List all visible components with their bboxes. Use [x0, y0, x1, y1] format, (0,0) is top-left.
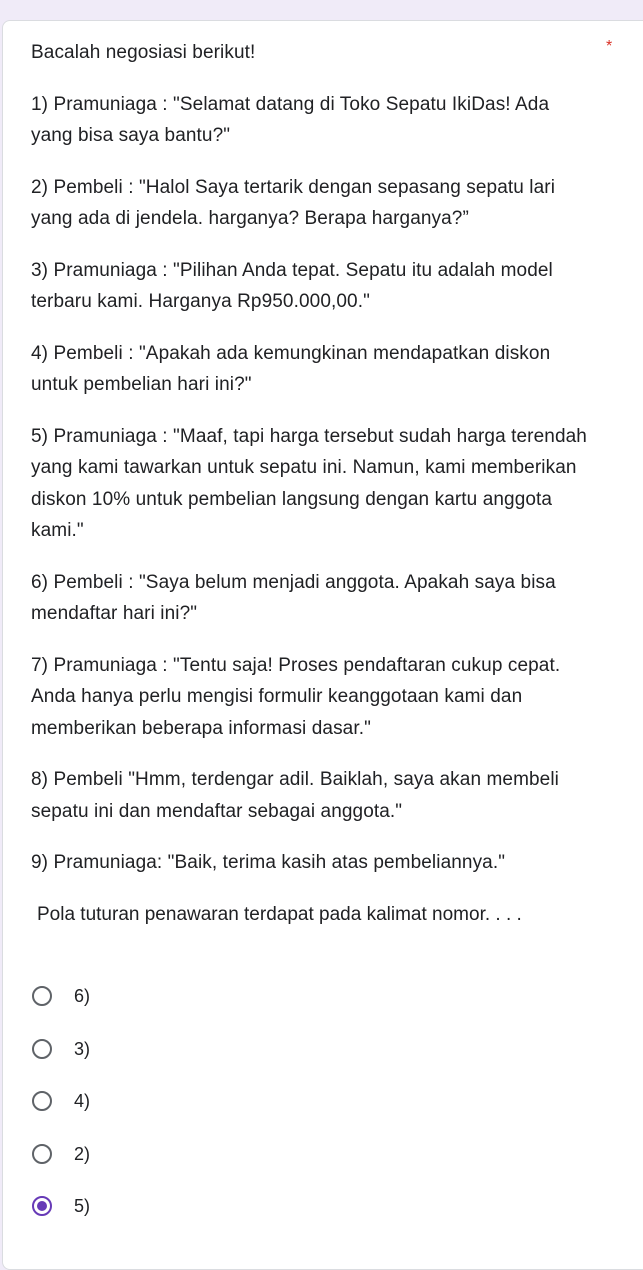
radio-unchecked-icon[interactable]: [32, 1039, 52, 1059]
dialog-line-2: 2) Pembeli : "Halol Saya tertarik dengan sepasang sepatu lari yang ada di jendela. harganya? Berapa harganya?”: [31, 176, 556, 229]
dialog-line-7: 7) Pramuniaga : "Tentu saja! Proses pendaftaran cukup cepat. Anda hanya perlu mengisi formulir keanggotaan kami dan memberikan beberapa informasi dasar.": [31, 654, 561, 739]
dialog-line-1: 1) Pramuniaga : "Selamat datang di Toko Sepatu IkiDas! Ada yang bisa saya bantu?": [31, 93, 550, 146]
page-top-strip: [0, 0, 643, 6]
option-label: 3): [74, 1038, 91, 1059]
dialog-line-4: 4) Pembeli : "Apakah ada kemungkinan mendapatkan diskon untuk pembelian hari ini?": [31, 342, 551, 395]
dialog-line-9: 9) Pramuniaga: "Baik, terima kasih atas pembeliannya.": [31, 852, 506, 873]
question-text: [31, 37, 596, 899]
required-asterisk: *: [606, 38, 613, 55]
option-label: 2): [74, 1143, 91, 1164]
dialog-line-5: 5) Pramuniaga : "Maaf, tapi harga tersebut sudah harga terendah yang kami tawarkan untuk sepatu ini. Namun, kami memberikan diskon 10% untuk pembelian langsung dengan kartu anggota kami.": [31, 425, 587, 541]
option-6[interactable]: [32, 972, 592, 1025]
option-label: 4): [74, 1091, 91, 1111]
radio-unchecked-icon[interactable]: [32, 1091, 52, 1111]
option-label: 5): [74, 1196, 91, 1216]
instruction-line: Bacalah negosiasi berikut!: [31, 42, 256, 63]
radio-unchecked-icon[interactable]: [32, 1144, 52, 1164]
radio-checked-icon[interactable]: [32, 1196, 52, 1216]
radio-options: [32, 972, 592, 1235]
option-4[interactable]: [32, 1077, 592, 1130]
option-label: 6): [74, 986, 91, 1006]
option-5[interactable]: [32, 1182, 592, 1235]
question-prompt: Pola tuturan penawaran terdapat pada kalimat nomor. . . .: [37, 904, 522, 925]
option-2[interactable]: [32, 1130, 592, 1183]
dialog-line-3: 3) Pramuniaga : "Pilihan Anda tepat. Sepatu itu adalah model terbaru kami. Harganya Rp950.000,00.": [31, 259, 553, 312]
option-3[interactable]: [32, 1025, 592, 1078]
dialog-line-8: 8) Pembeli "Hmm, terdengar adil. Baiklah, saya akan membeli sepatu ini dan mendaftar sebagai anggota.": [31, 769, 559, 822]
radio-unchecked-icon[interactable]: [32, 986, 52, 1006]
dialog-line-6: 6) Pembeli : "Saya belum menjadi anggota. Apakah saya bisa mendaftar hari ini?": [31, 571, 556, 624]
